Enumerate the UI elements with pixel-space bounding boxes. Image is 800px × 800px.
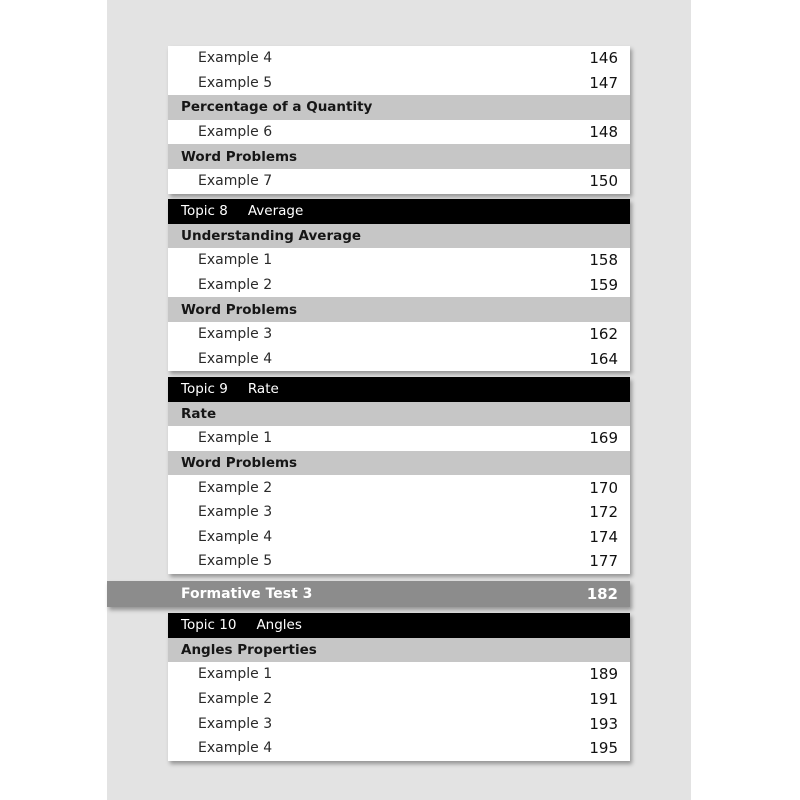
subheading-label: Word Problems (181, 301, 298, 318)
toc-entry (168, 120, 630, 145)
entry-label: Example 1 (198, 666, 273, 683)
page-number: 174 (589, 527, 618, 546)
page-number: 191 (589, 690, 618, 709)
contents-section-topic-8 (168, 199, 630, 371)
subheading-label: Understanding Average (181, 227, 362, 244)
entry-label: Example 4 (198, 350, 273, 367)
topic-header (168, 199, 630, 224)
toc-entry (168, 549, 630, 574)
toc-entry (168, 426, 630, 451)
topic-number: Topic 10 (181, 617, 237, 634)
subheading-label: Rate (181, 405, 217, 422)
page-number: 169 (589, 429, 618, 448)
page-number: 162 (589, 325, 618, 344)
entry-label: Example 3 (198, 504, 273, 521)
topic-number: Topic 9 (181, 381, 228, 398)
contents-section-topic-9 (168, 377, 630, 574)
toc-entry (168, 500, 630, 525)
page-number: 146 (589, 49, 618, 68)
subheading (168, 95, 630, 120)
entry-label: Example 7 (198, 173, 273, 190)
contents-section-topic-10 (168, 613, 630, 761)
subheading (168, 402, 630, 427)
formative-test-bar (107, 581, 630, 607)
entry-label: Example 4 (198, 740, 273, 757)
toc-entry (168, 475, 630, 500)
entry-label: Example 3 (198, 715, 273, 732)
page-number: 159 (589, 276, 618, 295)
toc-entry (168, 347, 630, 372)
toc-entry (168, 662, 630, 687)
entry-label: Example 2 (198, 277, 273, 294)
entry-label: Example 3 (198, 326, 273, 343)
toc-entry (168, 46, 630, 71)
entry-label: Example 5 (198, 74, 273, 91)
page-number: 158 (589, 251, 618, 270)
subheading (168, 297, 630, 322)
topic-title: Rate (247, 381, 279, 398)
page-number: 182 (586, 585, 618, 603)
subheading (168, 451, 630, 476)
formative-test-label: Formative Test 3 (181, 586, 313, 602)
page-number: 193 (589, 714, 618, 733)
toc-entry (168, 169, 630, 194)
page-number: 172 (589, 503, 618, 522)
entry-label: Example 2 (198, 479, 273, 496)
subheading (168, 144, 630, 169)
subheading-label: Angles Properties (181, 641, 317, 658)
topic-header (168, 377, 630, 402)
topic-number: Topic 8 (181, 203, 228, 220)
page-number: 170 (589, 478, 618, 497)
toc-entry (168, 736, 630, 761)
topic-title: Angles (256, 617, 302, 634)
toc-entry (168, 711, 630, 736)
entry-label: Example 1 (198, 252, 273, 269)
topic-header (168, 613, 630, 638)
entry-label: Example 4 (198, 50, 273, 67)
page-number: 164 (589, 349, 618, 368)
page-number: 148 (589, 123, 618, 142)
page-number: 147 (589, 73, 618, 92)
page-number: 150 (589, 172, 618, 191)
page-number: 195 (589, 739, 618, 758)
entry-label: Example 6 (198, 124, 273, 141)
toc-entry (168, 322, 630, 347)
toc-entry (168, 525, 630, 550)
entry-label: Example 2 (198, 691, 273, 708)
subheading (168, 638, 630, 663)
toc-entry (168, 71, 630, 96)
toc-entry (168, 273, 630, 298)
entry-label: Example 1 (198, 430, 273, 447)
page-number: 177 (589, 552, 618, 571)
entry-label: Example 4 (198, 528, 273, 545)
subheading-label: Percentage of a Quantity (181, 99, 373, 116)
entry-label: Example 5 (198, 553, 273, 570)
subheading-label: Word Problems (181, 455, 298, 472)
page-number: 189 (589, 665, 618, 684)
subheading (168, 224, 630, 249)
toc-entry (168, 687, 630, 712)
toc-entry (168, 248, 630, 273)
topic-title: Average (247, 203, 304, 220)
subheading-label: Word Problems (181, 148, 298, 165)
contents-section-percentage (168, 46, 630, 194)
